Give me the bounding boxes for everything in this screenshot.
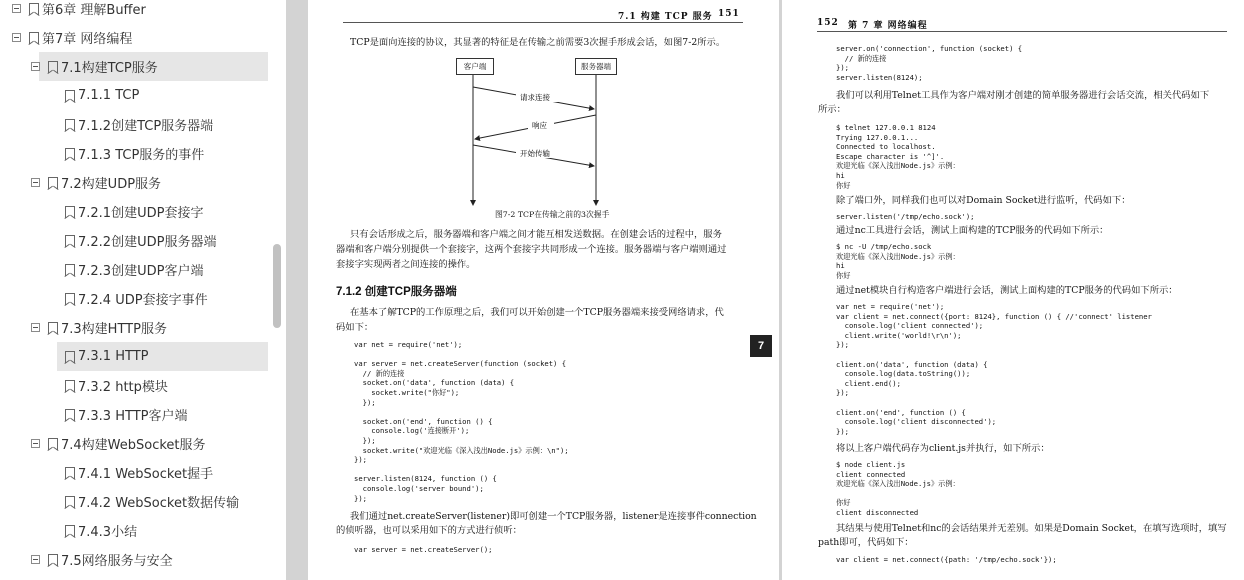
sidebar-scrollbar-thumb[interactable] bbox=[273, 244, 281, 328]
toc-item-label: 7.2构建UDP服务 bbox=[61, 177, 162, 192]
toc-item-label: 7.5网络服务与安全 bbox=[61, 554, 173, 569]
page-number: 151 bbox=[718, 9, 740, 19]
toc-item-label: 7.1.1 TCP bbox=[78, 88, 140, 103]
toc-item-label: 7.4.1 WebSocket握手 bbox=[78, 467, 214, 482]
bookmark-icon bbox=[29, 3, 39, 15]
page-151 bbox=[308, 0, 779, 580]
toc-item-7-1-1[interactable] bbox=[0, 81, 268, 110]
toc-item-label: 7.1.2创建TCP服务器端 bbox=[78, 119, 214, 134]
toc-item-label: 7.4构建WebSocket服务 bbox=[61, 438, 206, 453]
header-rule bbox=[817, 31, 1227, 32]
bookmark-icon bbox=[65, 351, 75, 363]
toc-item-label: 7.3.3 HTTP客户端 bbox=[78, 409, 188, 424]
toc-item-7-4-2[interactable] bbox=[0, 487, 268, 516]
code-block: server.on('connection', function (socket) { // 新的连接 }); server.listen(8124); bbox=[836, 44, 1023, 82]
paragraph: 除了端口外，同样我们也可以对Domain Socket进行监听，代码如下： bbox=[836, 195, 1131, 206]
toc-item-7-3[interactable] bbox=[0, 313, 268, 342]
paragraph: 器端和客户端分别提供一个套接字，这两个套接字共同形成一个连接。服务器端与客户端则通过 bbox=[336, 244, 727, 255]
server-box: 服务器端 bbox=[575, 58, 617, 75]
bookmark-icon bbox=[65, 467, 75, 479]
collapse-toggle-icon[interactable] bbox=[31, 62, 40, 71]
toc-item-label: 7.2.4 UDP套接字事件 bbox=[78, 293, 208, 308]
toc-item-label: 7.3.2 http模块 bbox=[78, 380, 168, 395]
paragraph: 我们可以利用Telnet工具作为客户端对刚才创建的简单服务器进行会话交流，相关代码如下 bbox=[836, 90, 1210, 101]
toc-item-7-2[interactable] bbox=[0, 168, 268, 197]
msg-response-label: 响应 bbox=[532, 121, 547, 130]
toc-item-label: 7.1构建TCP服务 bbox=[61, 61, 158, 76]
collapse-toggle-icon[interactable] bbox=[12, 4, 21, 13]
bookmark-icon bbox=[29, 32, 39, 44]
toc-item-7-2-2[interactable] bbox=[0, 226, 268, 255]
paragraph: 其结果与使用Telnet和nc的会话结果并无差别。如果是Domain Socket，在填写选项时，填写 bbox=[836, 523, 1227, 534]
toc-item-label: 第7章 网络编程 bbox=[42, 32, 133, 47]
toc-item-label: 7.2.2创建UDP服务器端 bbox=[78, 235, 217, 250]
bookmark-icon bbox=[48, 177, 58, 189]
toc-item-7-1-3[interactable] bbox=[0, 139, 268, 168]
bookmark-icon bbox=[48, 322, 58, 334]
bookmark-icon bbox=[65, 409, 75, 421]
code-block: var net = require('net'); var client = net.connect({port: 8124}, function () { //'connect' listener console.log('client connected'); client.write('world!\r\n'); }); client.on('data', function (data) { console.log(data.toString()); client.end(); }); client.on('end', function () { console.log('client disconnected'); }); bbox=[836, 302, 1152, 436]
code-block: $ telnet 127.0.0.1 8124 Trying 127.0.0.1... Connected to localhost. Escape character is '^]'. 欢迎光临《深入浅出Node.js》示例： hi 你好 bbox=[836, 123, 960, 190]
running-header-chapter: 第 7 章 网络编程 bbox=[848, 21, 928, 31]
bookmark-icon bbox=[65, 293, 75, 305]
header-rule bbox=[343, 22, 743, 23]
document-viewer[interactable] bbox=[286, 0, 1244, 580]
bookmark-icon bbox=[65, 264, 75, 276]
toc-item-chapter6[interactable] bbox=[0, 0, 268, 23]
bookmark-icon bbox=[65, 496, 75, 508]
toc-item-label: 7.3.1 HTTP bbox=[78, 349, 149, 364]
client-box: 客户端 bbox=[456, 58, 494, 75]
bookmark-icon bbox=[65, 90, 75, 102]
page-152 bbox=[782, 0, 1244, 580]
msg-request-label: 请求连接 bbox=[520, 93, 550, 102]
chapter-thumb-tab: 7 bbox=[750, 335, 772, 357]
bookmark-icon bbox=[65, 525, 75, 537]
toc-item-label: 第6章 理解Buffer bbox=[42, 3, 146, 18]
code-block: $ node client.js client connected 欢迎光临《深入浅出Node.js》示例： 你好 client disconnected bbox=[836, 460, 960, 517]
toc-item-7-2-4[interactable] bbox=[0, 284, 268, 313]
paragraph: 所示： bbox=[818, 104, 846, 115]
toc-item-7-3-1[interactable] bbox=[57, 342, 268, 371]
toc-item-7-4-3[interactable] bbox=[0, 516, 268, 545]
paragraph: 在基本了解TCP的工作原理之后，我们可以开始创建一个TCP服务器端来接受网络请求，代 bbox=[350, 307, 724, 318]
paragraph: 套接字实现两者之间连接的操作。 bbox=[336, 259, 476, 270]
toc-sidebar bbox=[0, 0, 286, 580]
tcp-handshake-diagram bbox=[448, 55, 648, 210]
collapse-toggle-icon[interactable] bbox=[31, 178, 40, 187]
toc-item-7-2-3[interactable] bbox=[0, 255, 268, 284]
toc-item-7-3-3[interactable] bbox=[0, 400, 268, 429]
running-header-section: 7.1 构建 TCP 服务 bbox=[618, 12, 713, 22]
figure-caption: 图7-2 TCP在传输之前的3次握手 bbox=[495, 210, 610, 219]
collapse-toggle-icon[interactable] bbox=[12, 33, 21, 42]
toc-item-7-3-2[interactable] bbox=[0, 371, 268, 400]
code-block: var client = net.connect({path: '/tmp/echo.sock'}); bbox=[836, 555, 1057, 564]
collapse-toggle-icon[interactable] bbox=[31, 323, 40, 332]
code-block: $ nc -U /tmp/echo.sock 欢迎光临《深入浅出Node.js》示例： hi 你好 bbox=[836, 242, 960, 280]
collapse-toggle-icon[interactable] bbox=[31, 555, 40, 564]
bookmark-icon bbox=[65, 235, 75, 247]
toc-item-7-4-1[interactable] bbox=[0, 458, 268, 487]
code-block: server.listen('/tmp/echo.sock'); bbox=[836, 212, 975, 221]
toc-item-label: 7.2.3创建UDP客户端 bbox=[78, 264, 204, 279]
bookmark-icon bbox=[65, 119, 75, 131]
bookmark-icon bbox=[65, 206, 75, 218]
paragraph: 只有会话形成之后，服务器端和客户端之间才能互相发送数据。在创建会话的过程中，服务 bbox=[350, 229, 722, 240]
toc-item-label: 7.4.2 WebSocket数据传输 bbox=[78, 496, 240, 511]
paragraph: TCP是面向连接的协议，其显著的特征是在传输之前需要3次握手形成会话，如图7-2所示。 bbox=[350, 37, 726, 48]
bookmark-icon bbox=[48, 61, 58, 73]
paragraph: 将以上客户端代码存为client.js并执行，如下所示： bbox=[836, 443, 1050, 454]
paragraph: path即可，代码如下： bbox=[818, 537, 914, 548]
toc-item-chapter7[interactable] bbox=[0, 23, 268, 52]
paragraph: 码如下： bbox=[336, 322, 374, 333]
toc-item-label: 7.4.3小结 bbox=[78, 525, 138, 540]
page-number: 152 bbox=[817, 18, 839, 28]
toc-item-7-1-2[interactable] bbox=[0, 110, 268, 139]
toc-item-label: 7.1.3 TCP服务的事件 bbox=[78, 148, 205, 163]
paragraph: 的侦听器，也可以采用如下的方式进行侦听： bbox=[336, 525, 522, 536]
bookmark-icon bbox=[65, 148, 75, 160]
toc-item-7-4[interactable] bbox=[0, 429, 268, 458]
toc-item-label: 7.3构建HTTP服务 bbox=[61, 322, 167, 337]
bookmark-icon bbox=[48, 438, 58, 450]
code-block: var server = net.createServer(); bbox=[354, 545, 493, 554]
toc-item-7-5[interactable] bbox=[0, 545, 268, 574]
paragraph: 我们通过net.createServer(listener)即可创建一个TCP服务器，listener是连接事件connection bbox=[350, 511, 757, 522]
toc-item-7-1[interactable] bbox=[39, 52, 268, 81]
bookmark-icon bbox=[65, 380, 75, 392]
toc-item-label: 7.2.1创建UDP套接字 bbox=[78, 206, 204, 221]
bookmark-icon bbox=[48, 554, 58, 566]
code-block: var net = require('net'); var server = net.createServer(function (socket) { // 新的连接 socket.on('data', function (data) { socket.write("你好"); }); socket.on('end', function () { console.log('连接断开'); }); socket.write("欢迎光临《深入浅出Node.js》示例：\n"); }); server.listen(8124, function () { console.log('server bound'); }); bbox=[354, 340, 569, 503]
paragraph: 通过net模块自行构造客户端进行会话，测试上面构建的TCP服务的代码如下所示： bbox=[836, 285, 1178, 296]
paragraph: 通过nc工具进行会话，测试上面构建的TCP服务的代码如下所示： bbox=[836, 225, 1109, 236]
msg-start-label: 开始传输 bbox=[520, 149, 550, 158]
toc-item-7-2-1[interactable] bbox=[0, 197, 268, 226]
collapse-toggle-icon[interactable] bbox=[31, 439, 40, 448]
section-heading: 7.1.2 创建TCP服务器端 bbox=[336, 286, 457, 298]
